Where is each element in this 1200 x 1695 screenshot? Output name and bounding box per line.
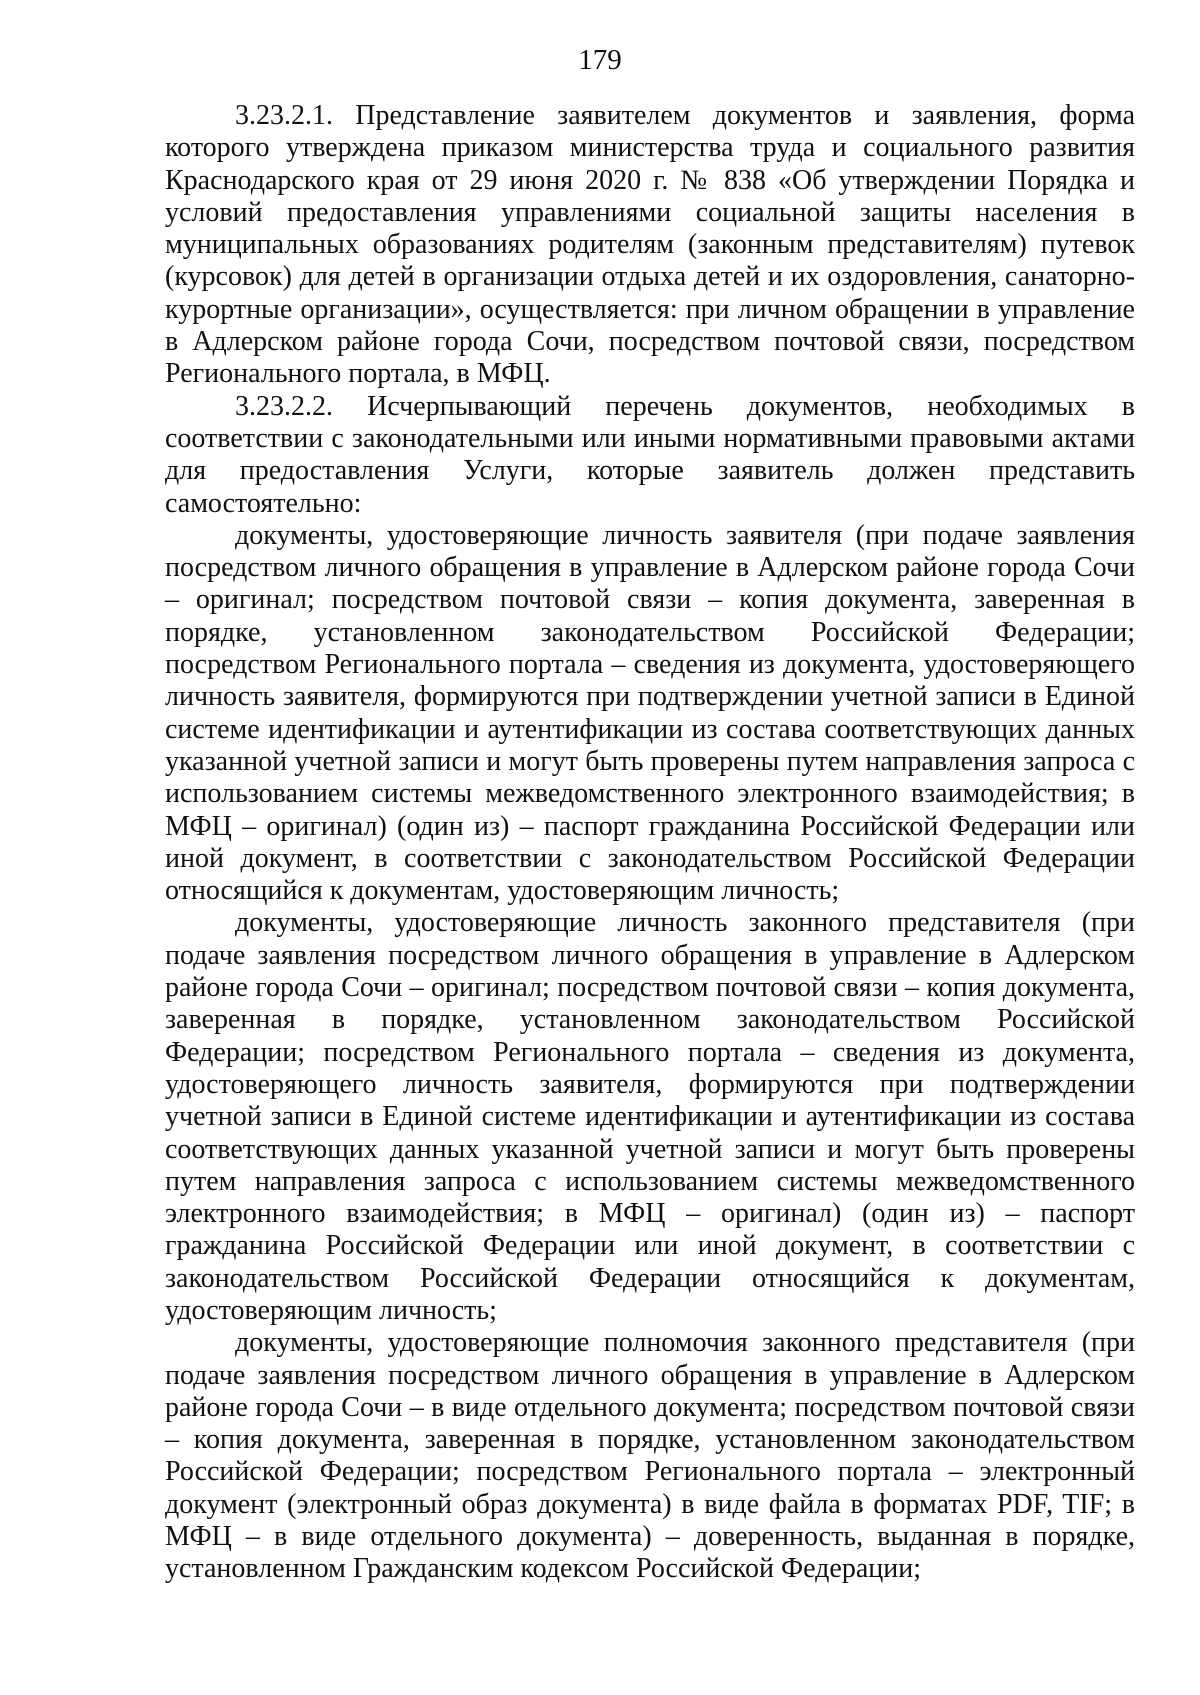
paragraph-3-23-2-1: 3.23.2.1. Представление заявителем документов и заявления, форма которого утверждена приказом министерства труда и социального развития Краснодарского края от 29 июня 2020 г. № 838 «Об утверждении Порядка и условий предоставления управлениями социальной защиты населения в муниципальных образованиях родителям (законным представителям) путевок (курсовок) для детей в организации отдыха детей и их оздоровления, санаторно-курортные организации», осуществляется: при личном обращении в управление в Адлерском районе города Сочи, посредством почтовой связи, посредством Регионального портала, в МФЦ. (165, 100, 1135, 390)
paragraph-representative-authority-documents: документы, удостоверяющие полномочия законного представителя (при подаче заявления посредством личного обращения в управление в Адлерском районе города Сочи – в виде отдельного документа; посредством почтовой связи – копия документа, заверенная в порядке, установленном законодательством Российской Федерации; посредством Регионального портала – электронный документ (электронный образ документа) в виде файла в форматах PDF, TIF; в МФЦ – в виде отдельного документа) – доверенность, выданная в порядке, установленном Гражданским кодексом Российской Федерации; (165, 1327, 1135, 1585)
document-body (165, 100, 1135, 1586)
paragraph-3-23-2-2: 3.23.2.2. Исчерпывающий перечень документов, необходимых в соответствии с законодательными или иными нормативными правовыми актами для предоставления Услуги, которые заявитель должен представить самостоятельно: (165, 390, 1135, 519)
paragraph-applicant-identity-documents: документы, удостоверяющие личность заявителя (при подаче заявления посредством личного обращения в управление в Адлерском районе города Сочи – оригинал; посредством почтовой связи – копия документа, заверенная в порядке, установленном законодательством Российской Федерации; посредством Регионального портала – сведения из документа, удостоверяющего личность заявителя, формируются при подтверждении учетной записи в Единой системе идентификации и аутентификации из состава соответствующих данных указанной учетной записи и могут быть проверены путем направления запроса с использованием системы межведомственного электронного взаимодействия; в МФЦ – оригинал) (один из) – паспорт гражданина Российской Федерации или иной документ, в соответствии с законодательством Российской Федерации относящийся к документам, удостоверяющим личность; (165, 519, 1135, 907)
paragraph-representative-identity-documents: документы, удостоверяющие личность законного представителя (при подаче заявления посредством личного обращения в управление в Адлерском районе города Сочи – оригинал; посредством почтовой связи – копия документа, заверенная в порядке, установленном законодательством Российской Федерации; посредством Регионального портала – сведения из документа, удостоверяющего личность заявителя, формируются при подтверждении учетной записи в Единой системе идентификации и аутентификации из состава соответствующих данных указанной учетной записи и могут быть проверены путем направления запроса с использованием системы межведомственного электронного взаимодействия; в МФЦ – оригинал) (один из) – паспорт гражданина Российской Федерации или иной документ, в соответствии с законодательством Российской Федерации относящийся к документам, удостоверяющим личность; (165, 907, 1135, 1326)
page-number: 179 (578, 44, 622, 76)
